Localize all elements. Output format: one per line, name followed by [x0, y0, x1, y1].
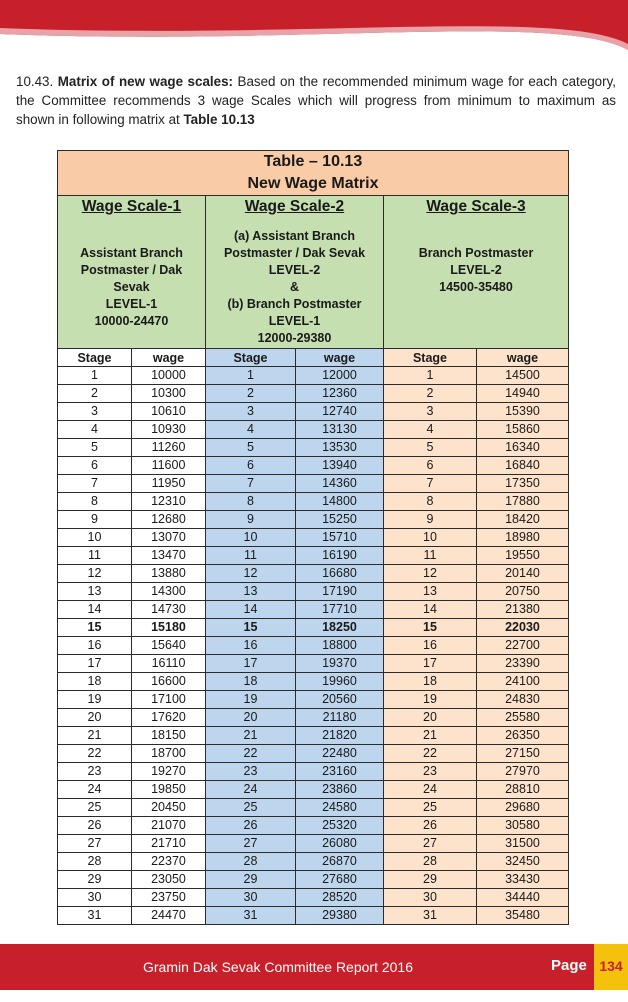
wage-cell: 11950: [132, 475, 206, 493]
wage-scale-desc-line: LEVEL-2: [450, 263, 502, 277]
wage-cell: 13470: [132, 547, 206, 565]
wage-scale-desc-line: LEVEL-2: [268, 263, 321, 277]
table-reference: Table 10.13: [183, 112, 255, 127]
wage-scale-desc-line: 14500-35480: [439, 280, 513, 294]
wage-cell: 15640: [132, 637, 206, 655]
stage-cell: 13: [58, 583, 132, 601]
wage-cell: 15710: [296, 529, 384, 547]
wage-scale-3-header: [384, 196, 569, 349]
wage-column-header: wage: [477, 349, 569, 367]
wage-cell: 18150: [132, 727, 206, 745]
stage-cell: 24: [384, 781, 477, 799]
stage-cell: 16: [58, 637, 132, 655]
table-subtitle: New Wage Matrix: [247, 175, 379, 192]
stage-cell: 15: [384, 619, 477, 637]
stage-cell: 4: [384, 421, 477, 439]
table-row: [58, 817, 569, 835]
wage-cell: 21710: [132, 835, 206, 853]
wage-cell: 16110: [132, 655, 206, 673]
wage-cell: 25580: [477, 709, 569, 727]
stage-cell: 24: [206, 781, 296, 799]
table-title-cell: [58, 151, 569, 196]
stage-cell: 26: [206, 817, 296, 835]
table-row: [58, 781, 569, 799]
stage-column-header: Stage: [206, 349, 296, 367]
table-row: [58, 529, 569, 547]
wage-cell: 24470: [132, 907, 206, 925]
wage-cell: 23860: [296, 781, 384, 799]
table-row: [58, 889, 569, 907]
wage-cell: 17190: [296, 583, 384, 601]
stage-cell: 17: [384, 655, 477, 673]
wage-cell: 15860: [477, 421, 569, 439]
wage-scale-desc-line: Sevak: [113, 280, 150, 294]
stage-cell: 18: [206, 673, 296, 691]
intro-paragraph: [16, 72, 616, 129]
wage-cell: 22480: [296, 745, 384, 763]
wage-cell: 26870: [296, 853, 384, 871]
stage-cell: 11: [384, 547, 477, 565]
wage-cell: 16190: [296, 547, 384, 565]
wage-cell: 24830: [477, 691, 569, 709]
stage-cell: 30: [384, 889, 477, 907]
wage-scale-2-header: [206, 196, 384, 349]
stage-cell: 1: [58, 367, 132, 385]
wage-cell: 17350: [477, 475, 569, 493]
wage-cell: 13070: [132, 529, 206, 547]
wage-scale-desc-line: Postmaster / Dak Sevak: [223, 246, 366, 260]
stage-cell: 7: [206, 475, 296, 493]
stage-cell: 11: [58, 547, 132, 565]
wage-cell: 19270: [132, 763, 206, 781]
stage-cell: 7: [58, 475, 132, 493]
table-row: [58, 853, 569, 871]
wage-cell: 24100: [477, 673, 569, 691]
stage-cell: 27: [206, 835, 296, 853]
wage-cell: 16680: [296, 565, 384, 583]
wage-cell: 19850: [132, 781, 206, 799]
wage-cell: 12740: [296, 403, 384, 421]
wage-cell: 12680: [132, 511, 206, 529]
wage-cell: 27150: [477, 745, 569, 763]
stage-cell: 22: [206, 745, 296, 763]
stage-cell: 19: [58, 691, 132, 709]
stage-cell: 18: [384, 673, 477, 691]
wage-cell: 18700: [132, 745, 206, 763]
stage-cell: 16: [384, 637, 477, 655]
stage-cell: 21: [206, 727, 296, 745]
table-row: [58, 619, 569, 637]
wage-cell: 17100: [132, 691, 206, 709]
wage-cell: 33430: [477, 871, 569, 889]
stage-cell: 14: [384, 601, 477, 619]
wage-cell: 26080: [296, 835, 384, 853]
table-row: [58, 439, 569, 457]
stage-cell: 19: [384, 691, 477, 709]
wage-cell: 20560: [296, 691, 384, 709]
stage-cell: 10: [206, 529, 296, 547]
stage-cell: 28: [206, 853, 296, 871]
wage-cell: 24580: [296, 799, 384, 817]
stage-cell: 28: [384, 853, 477, 871]
wage-cell: 15390: [477, 403, 569, 421]
table-row: [58, 367, 569, 385]
wage-cell: 25320: [296, 817, 384, 835]
wage-cell: 19960: [296, 673, 384, 691]
wage-cell: 16340: [477, 439, 569, 457]
wage-cell: 14300: [132, 583, 206, 601]
stage-cell: 23: [206, 763, 296, 781]
stage-cell: 4: [206, 421, 296, 439]
wage-cell: 26350: [477, 727, 569, 745]
table-row: [58, 457, 569, 475]
wage-cell: 12360: [296, 385, 384, 403]
stage-cell: 21: [58, 727, 132, 745]
table-row: [58, 835, 569, 853]
wage-cell: 19370: [296, 655, 384, 673]
section-heading: Matrix of new wage scales:: [57, 74, 233, 89]
header-swoosh: [0, 0, 628, 50]
wage-cell: 23750: [132, 889, 206, 907]
stage-cell: 19: [206, 691, 296, 709]
wage-cell: 11600: [132, 457, 206, 475]
stage-cell: 27: [384, 835, 477, 853]
wage-scale-name: Wage Scale-1: [81, 198, 182, 215]
wage-cell: 18980: [477, 529, 569, 547]
wage-cell: 27970: [477, 763, 569, 781]
stage-cell: 6: [206, 457, 296, 475]
stage-cell: 5: [206, 439, 296, 457]
stage-cell: 14: [206, 601, 296, 619]
stage-cell: 14: [58, 601, 132, 619]
wage-cell: 22370: [132, 853, 206, 871]
wage-cell: 16600: [132, 673, 206, 691]
table-row: [58, 745, 569, 763]
table-row: [58, 493, 569, 511]
wage-cell: 14500: [477, 367, 569, 385]
wage-cell: 16840: [477, 457, 569, 475]
wage-cell: 14800: [296, 493, 384, 511]
table-row: [58, 475, 569, 493]
wage-cell: 13130: [296, 421, 384, 439]
stage-cell: 23: [58, 763, 132, 781]
stage-cell: 10: [384, 529, 477, 547]
wage-cell: 20450: [132, 799, 206, 817]
wage-cell: 18800: [296, 637, 384, 655]
stage-cell: 9: [384, 511, 477, 529]
wage-cell: 14360: [296, 475, 384, 493]
table-row: [58, 547, 569, 565]
stage-cell: 28: [58, 853, 132, 871]
stage-cell: 13: [384, 583, 477, 601]
wage-cell: 17710: [296, 601, 384, 619]
wage-scale-name: Wage Scale-3: [426, 198, 526, 215]
stage-cell: 31: [58, 907, 132, 925]
wage-scale-desc-line: Branch Postmaster: [418, 246, 534, 260]
wage-cell: 17880: [477, 493, 569, 511]
wage-cell: 20750: [477, 583, 569, 601]
wage-scale-desc-line: (a) Assistant Branch: [233, 229, 356, 243]
wage-cell: 29680: [477, 799, 569, 817]
stage-cell: 29: [58, 871, 132, 889]
stage-cell: 8: [206, 493, 296, 511]
wage-cell: 17620: [132, 709, 206, 727]
wage-cell: 15250: [296, 511, 384, 529]
wage-cell: 20140: [477, 565, 569, 583]
stage-cell: 5: [384, 439, 477, 457]
wage-cell: 22030: [477, 619, 569, 637]
wage-cell: 23050: [132, 871, 206, 889]
wage-cell: 13530: [296, 439, 384, 457]
table-row: [58, 799, 569, 817]
stage-cell: 26: [58, 817, 132, 835]
stage-cell: 20: [384, 709, 477, 727]
stage-cell: 6: [58, 457, 132, 475]
stage-cell: 2: [58, 385, 132, 403]
table-title: Table – 10.13: [263, 153, 363, 170]
stage-cell: 2: [384, 385, 477, 403]
stage-cell: 3: [206, 403, 296, 421]
stage-cell: 6: [384, 457, 477, 475]
stage-cell: 22: [58, 745, 132, 763]
stage-cell: 31: [206, 907, 296, 925]
wage-cell: 34440: [477, 889, 569, 907]
wage-cell: 21380: [477, 601, 569, 619]
stage-cell: 21: [384, 727, 477, 745]
wage-matrix-table: [57, 150, 569, 925]
wage-cell: 10930: [132, 421, 206, 439]
stage-cell: 15: [206, 619, 296, 637]
stage-cell: 3: [58, 403, 132, 421]
wage-cell: 32450: [477, 853, 569, 871]
stage-cell: 15: [58, 619, 132, 637]
wage-cell: 23390: [477, 655, 569, 673]
table-row: [58, 727, 569, 745]
table-row: [58, 421, 569, 439]
table-row: [58, 907, 569, 925]
table-row: [58, 637, 569, 655]
wage-scale-desc-line: LEVEL-1: [105, 297, 158, 311]
wage-cell: 10300: [132, 385, 206, 403]
wage-cell: 13940: [296, 457, 384, 475]
stage-cell: 20: [206, 709, 296, 727]
table-row: [58, 691, 569, 709]
stage-cell: 4: [58, 421, 132, 439]
table-row: [58, 763, 569, 781]
wage-scale-1-header: [58, 196, 206, 349]
footer-bar: [0, 944, 628, 990]
wage-cell: 18420: [477, 511, 569, 529]
stage-cell: 29: [384, 871, 477, 889]
stage-cell: 20: [58, 709, 132, 727]
stage-cell: 25: [384, 799, 477, 817]
stage-cell: 8: [58, 493, 132, 511]
wage-cell: 10000: [132, 367, 206, 385]
wage-cell: 14730: [132, 601, 206, 619]
wage-scale-desc-line: &: [289, 280, 300, 294]
stage-cell: 12: [384, 565, 477, 583]
stage-cell: 13: [206, 583, 296, 601]
wage-cell: 10610: [132, 403, 206, 421]
stage-cell: 3: [384, 403, 477, 421]
stage-cell: 25: [206, 799, 296, 817]
wage-cell: 13880: [132, 565, 206, 583]
wage-cell: 35480: [477, 907, 569, 925]
table-row: [58, 583, 569, 601]
stage-column-header: Stage: [58, 349, 132, 367]
stage-cell: 30: [206, 889, 296, 907]
stage-cell: 26: [384, 817, 477, 835]
table-row: [58, 601, 569, 619]
wage-cell: 23160: [296, 763, 384, 781]
wage-cell: 21180: [296, 709, 384, 727]
page-label: Page: [551, 957, 587, 974]
wage-cell: 19550: [477, 547, 569, 565]
stage-cell: 1: [384, 367, 477, 385]
section-number: 10.43.: [16, 74, 54, 89]
wage-cell: 12000: [296, 367, 384, 385]
stage-column-header: Stage: [384, 349, 477, 367]
wage-cell: 18250: [296, 619, 384, 637]
wage-cell: 28520: [296, 889, 384, 907]
stage-cell: 17: [58, 655, 132, 673]
stage-cell: 7: [384, 475, 477, 493]
page-number-box: [594, 944, 628, 990]
wage-cell: 29380: [296, 907, 384, 925]
wage-cell: 21820: [296, 727, 384, 745]
table-row: [58, 403, 569, 421]
wage-scale-desc-line: Assistant Branch: [80, 246, 183, 260]
stage-cell: 24: [58, 781, 132, 799]
wage-cell: 30580: [477, 817, 569, 835]
table-row: [58, 709, 569, 727]
wage-cell: 12310: [132, 493, 206, 511]
wage-scale-desc-line: 12000-29380: [257, 331, 332, 345]
stage-cell: 11: [206, 547, 296, 565]
wage-scale-desc-line: (b) Branch Postmaster: [227, 297, 362, 311]
stage-cell: 30: [58, 889, 132, 907]
stage-cell: 22: [384, 745, 477, 763]
table-row: [58, 673, 569, 691]
wage-cell: 31500: [477, 835, 569, 853]
table-row: [58, 511, 569, 529]
stage-cell: 1: [206, 367, 296, 385]
wage-cell: 22700: [477, 637, 569, 655]
wage-cell: 15180: [132, 619, 206, 637]
wage-scale-name: Wage Scale-2: [244, 198, 345, 215]
stage-cell: 9: [58, 511, 132, 529]
table-row: [58, 385, 569, 403]
wage-cell: 27680: [296, 871, 384, 889]
stage-cell: 18: [58, 673, 132, 691]
stage-cell: 5: [58, 439, 132, 457]
wage-column-header: wage: [132, 349, 206, 367]
wage-cell: 21070: [132, 817, 206, 835]
page-number: 134: [599, 958, 623, 974]
wage-cell: 14940: [477, 385, 569, 403]
stage-cell: 17: [206, 655, 296, 673]
stage-cell: 29: [206, 871, 296, 889]
stage-cell: 16: [206, 637, 296, 655]
wage-scale-desc-line: LEVEL-1: [268, 314, 321, 328]
stage-cell: 8: [384, 493, 477, 511]
intro-text: Based on the recommended minimum wage for each category, the Committee recommends 3 wage Scales which will progress from minimum to maximum as shown in following matrix at: [16, 74, 616, 127]
stage-cell: 25: [58, 799, 132, 817]
stage-cell: 31: [384, 907, 477, 925]
wage-cell: 28810: [477, 781, 569, 799]
report-title: Gramin Dak Sevak Committee Report 2016: [143, 959, 413, 975]
wage-scale-desc-line: 10000-24470: [94, 314, 169, 328]
stage-cell: 2: [206, 385, 296, 403]
stage-cell: 10: [58, 529, 132, 547]
wage-cell: 11260: [132, 439, 206, 457]
stage-cell: 12: [206, 565, 296, 583]
stage-cell: 9: [206, 511, 296, 529]
stage-cell: 23: [384, 763, 477, 781]
stage-cell: 12: [58, 565, 132, 583]
table-row: [58, 565, 569, 583]
table-row: [58, 655, 569, 673]
wage-scale-desc-line: Postmaster / Dak: [80, 263, 183, 277]
stage-cell: 27: [58, 835, 132, 853]
wage-column-header: wage: [296, 349, 384, 367]
table-row: [58, 871, 569, 889]
